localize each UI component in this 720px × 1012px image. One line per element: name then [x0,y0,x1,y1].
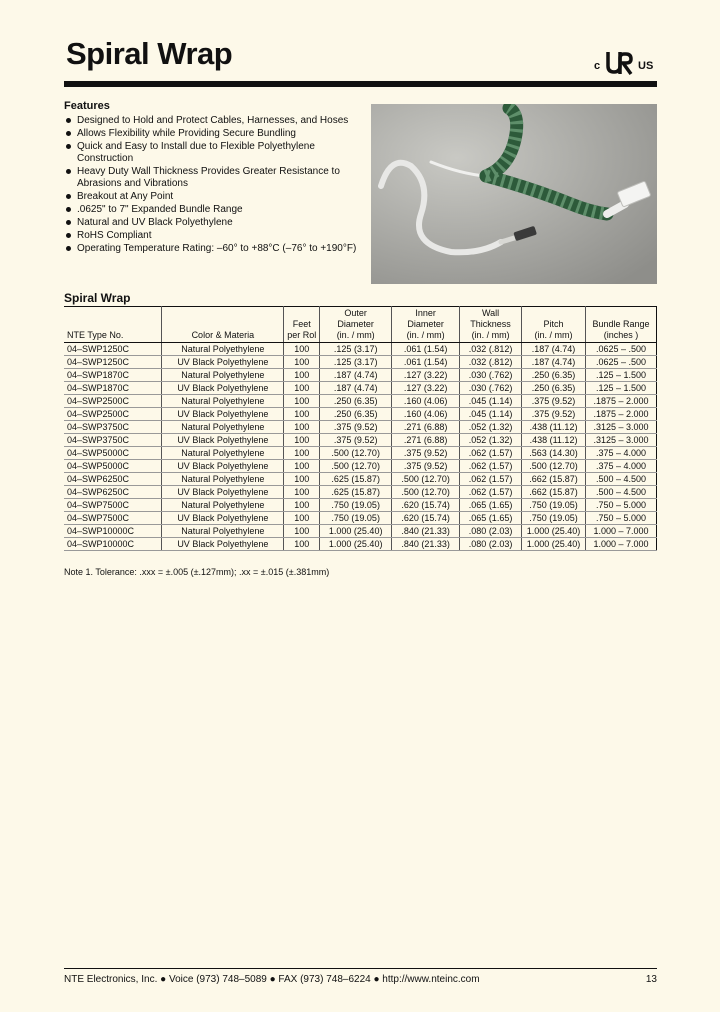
table-cell: .030 (.762) [460,369,522,382]
col-type-header: NTE Type No. [64,307,162,343]
table-cell: .1875 – 2.000 [586,408,657,421]
spiral-wrap-table [64,306,657,551]
feature-item: Operating Temperature Rating: –60° to +88°C (–76° to +190°F) [64,243,364,255]
table-cell: Natural Polyethylene [162,343,284,356]
ul-logo-icon [604,50,636,76]
table-cell: 04–SWP7500C [64,499,162,512]
table-cell: .375 (9.52) [320,421,392,434]
bullet-icon [66,118,71,123]
col-pitch-header: Pitch (in. / mm) [522,307,586,343]
table-cell: .062 (1.57) [460,486,522,499]
table-cell: .750 (19.05) [522,512,586,525]
table-cell: .375 – 4.000 [586,460,657,473]
table-cell: UV Black Polyethylene [162,356,284,369]
col-feet-header: Feet per Rol [284,307,320,343]
table-cell: .127 (3.22) [392,382,460,395]
col-wall-header: Wall Thickness (in. / mm) [460,307,522,343]
bullet-icon [66,207,71,212]
table-cell: .065 (1.65) [460,512,522,525]
features-heading: Features [64,100,110,112]
table-cell: .840 (21.33) [392,525,460,538]
table-cell: UV Black Polyethylene [162,408,284,421]
table-cell: 1.000 – 7.000 [586,538,657,551]
table-cell: .250 (6.35) [522,382,586,395]
table-cell: Natural Polyethylene [162,369,284,382]
table-cell: 04–SWP7500C [64,512,162,525]
table-cell: Natural Polyethylene [162,395,284,408]
table-cell: 04–SWP6250C [64,473,162,486]
table-row [64,512,657,525]
bullet-icon [66,246,71,251]
table-cell: 04–SWP2500C [64,395,162,408]
table-cell: .250 (6.35) [320,408,392,421]
table-cell: .045 (1.14) [460,408,522,421]
table-cell: .061 (1.54) [392,356,460,369]
table-cell: .750 (19.05) [320,499,392,512]
table-cell: .061 (1.54) [392,343,460,356]
table-cell: 1.000 (25.40) [320,525,392,538]
table-cell: .563 (14.30) [522,447,586,460]
table-cell: .750 (19.05) [522,499,586,512]
table-cell: .662 (15.87) [522,486,586,499]
table-cell: 100 [284,460,320,473]
table-cell: .3125 – 3.000 [586,421,657,434]
table-title: Spiral Wrap [64,291,131,305]
table-cell: .375 (9.52) [522,408,586,421]
table-cell: 100 [284,538,320,551]
table-row [64,499,657,512]
table-cell: 100 [284,343,320,356]
table-header-row [64,307,657,343]
col-bundle-header: Bundle Range (inches ) [586,307,657,343]
table-cell: .032 (.812) [460,343,522,356]
table-cell: .080 (2.03) [460,525,522,538]
table-cell: 100 [284,395,320,408]
table-cell: 1.000 – 7.000 [586,525,657,538]
table-cell: .052 (1.32) [460,434,522,447]
feature-item: RoHS Compliant [64,230,364,242]
table-cell: .0625 – .500 [586,356,657,369]
table-cell: .500 (12.70) [392,486,460,499]
table-row [64,525,657,538]
table-cell: .187 (4.74) [320,382,392,395]
table-cell: .032 (.812) [460,356,522,369]
table-cell: .187 (4.74) [320,369,392,382]
table-cell: 100 [284,486,320,499]
table-cell: .062 (1.57) [460,473,522,486]
table-cell: .662 (15.87) [522,473,586,486]
table-cell: .187 (4.74) [522,343,586,356]
table-cell: .625 (15.87) [320,486,392,499]
page-title: Spiral Wrap [66,36,233,71]
table-cell: .062 (1.57) [460,447,522,460]
table-cell: .187 (4.74) [522,356,586,369]
table-row [64,408,657,421]
table-cell: .620 (15.74) [392,499,460,512]
table-cell: .271 (6.88) [392,434,460,447]
table-cell: .500 – 4.500 [586,486,657,499]
table-cell: .062 (1.57) [460,460,522,473]
table-cell: .375 (9.52) [320,434,392,447]
table-cell: 04–SWP5000C [64,447,162,460]
table-cell: 100 [284,447,320,460]
table-cell: 04–SWP3750C [64,421,162,434]
table-cell: .625 (15.87) [320,473,392,486]
table-cell: 04–SWP2500C [64,408,162,421]
table-cell: .500 (12.70) [320,460,392,473]
table-cell: .0625 – .500 [586,343,657,356]
table-cell: 100 [284,408,320,421]
cert-us-label: US [638,60,654,72]
table-cell: 1.000 (25.40) [320,538,392,551]
table-cell: .052 (1.32) [460,421,522,434]
table-cell: Natural Polyethylene [162,421,284,434]
spiral-wrap-cable-photo-icon [371,104,657,284]
tolerance-note: Note 1. Tolerance: .xxx = ±.005 (±.127mm); .xx = ±.015 (±.381mm) [64,567,330,577]
table-cell: .1875 – 2.000 [586,395,657,408]
table-row [64,434,657,447]
feature-item: Allows Flexibility while Providing Secure Bundling [64,128,364,140]
col-outer-header: Outer Diameter (in. / mm) [320,307,392,343]
feature-item: Breakout at Any Point [64,191,364,203]
table-cell: UV Black Polyethylene [162,538,284,551]
table-cell: .160 (4.06) [392,408,460,421]
table-cell: .500 – 4.500 [586,473,657,486]
features-list [64,115,364,255]
table-cell: 100 [284,434,320,447]
feature-item: Designed to Hold and Protect Cables, Harnesses, and Hoses [64,115,364,127]
footer-contact: NTE Electronics, Inc. ● Voice (973) 748–5089 ● FAX (973) 748–6224 ● http://www.nteinc.com [64,974,480,985]
cert-c-label: c [594,60,601,72]
table-cell: 100 [284,356,320,369]
table-cell: .438 (11.12) [522,434,586,447]
table-cell: .125 – 1.500 [586,369,657,382]
table-cell: UV Black Polyethylene [162,486,284,499]
product-photo [371,104,657,284]
bullet-icon [66,131,71,136]
table-cell: 04–SWP1870C [64,382,162,395]
table-row [64,369,657,382]
feature-item: Natural and UV Black Polyethylene [64,217,364,229]
table-cell: .045 (1.14) [460,395,522,408]
table-cell: 100 [284,421,320,434]
table-cell: .160 (4.06) [392,395,460,408]
table-cell: Natural Polyethylene [162,473,284,486]
bullet-icon [66,144,71,149]
table-cell: .500 (12.70) [392,473,460,486]
col-color-header: Color & Materia [162,307,284,343]
bullet-icon [66,194,71,199]
features-section [64,100,364,256]
table-cell: .375 – 4.000 [586,447,657,460]
table-row [64,421,657,434]
table-cell: 1.000 (25.40) [522,538,586,551]
ul-recognized-mark [594,50,658,76]
table-cell: .750 (19.05) [320,512,392,525]
table-cell: Natural Polyethylene [162,499,284,512]
table-row [64,538,657,551]
table-cell: 100 [284,382,320,395]
table-cell: 04–SWP10000C [64,525,162,538]
table-cell: 04–SWP1250C [64,356,162,369]
table-row [64,447,657,460]
table-cell: Natural Polyethylene [162,447,284,460]
table-cell: .271 (6.88) [392,421,460,434]
table-cell: .438 (11.12) [522,421,586,434]
table-row [64,382,657,395]
col-inner-header: Inner Diameter (in. / mm) [392,307,460,343]
table-cell: .620 (15.74) [392,512,460,525]
table-cell: .250 (6.35) [522,369,586,382]
table-row [64,486,657,499]
bullet-icon [66,169,71,174]
table-cell: 100 [284,473,320,486]
table-cell: 04–SWP1250C [64,343,162,356]
table-row [64,473,657,486]
bullet-icon [66,233,71,238]
page-number: 13 [645,974,657,985]
table-cell: .375 (9.52) [392,447,460,460]
table-cell: 04–SWP5000C [64,460,162,473]
feature-item: .0625" to 7" Expanded Bundle Range [64,204,364,216]
table-cell: .080 (2.03) [460,538,522,551]
table-body [64,343,657,551]
table-cell: .375 (9.52) [392,460,460,473]
title-rule [64,81,657,87]
table-cell: 100 [284,525,320,538]
table-cell: 04–SWP10000C [64,538,162,551]
table-cell: .065 (1.65) [460,499,522,512]
footer-rule [64,968,657,969]
table-row [64,343,657,356]
table-cell: 04–SWP3750C [64,434,162,447]
table-cell: UV Black Polyethylene [162,512,284,525]
table-cell: 100 [284,499,320,512]
table-cell: .500 (12.70) [522,460,586,473]
table-cell: .750 – 5.000 [586,512,657,525]
bullet-icon [66,220,71,225]
table-cell: 100 [284,512,320,525]
table-cell: .030 (.762) [460,382,522,395]
table-cell: Natural Polyethylene [162,525,284,538]
table-cell: UV Black Polyethylene [162,460,284,473]
table-cell: 100 [284,369,320,382]
table-cell: .250 (6.35) [320,395,392,408]
feature-item: Heavy Duty Wall Thickness Provides Greater Resistance to Abrasions and Vibrations [64,166,364,190]
table-cell: UV Black Polyethylene [162,434,284,447]
table-row [64,460,657,473]
table-cell: 04–SWP6250C [64,486,162,499]
table-cell: .125 (3.17) [320,343,392,356]
table-cell: .127 (3.22) [392,369,460,382]
table-cell: .375 (9.52) [522,395,586,408]
table-cell: .125 – 1.500 [586,382,657,395]
table-cell: 1.000 (25.40) [522,525,586,538]
table-row [64,395,657,408]
feature-item: Quick and Easy to Install due to Flexible Polyethylene Construction [64,141,364,165]
table-cell: .3125 – 3.000 [586,434,657,447]
table-cell: .500 (12.70) [320,447,392,460]
table-cell: .125 (3.17) [320,356,392,369]
table-row [64,356,657,369]
table-cell: UV Black Polyethylene [162,382,284,395]
table-cell: .750 – 5.000 [586,499,657,512]
table-cell: 04–SWP1870C [64,369,162,382]
table-cell: .840 (21.33) [392,538,460,551]
